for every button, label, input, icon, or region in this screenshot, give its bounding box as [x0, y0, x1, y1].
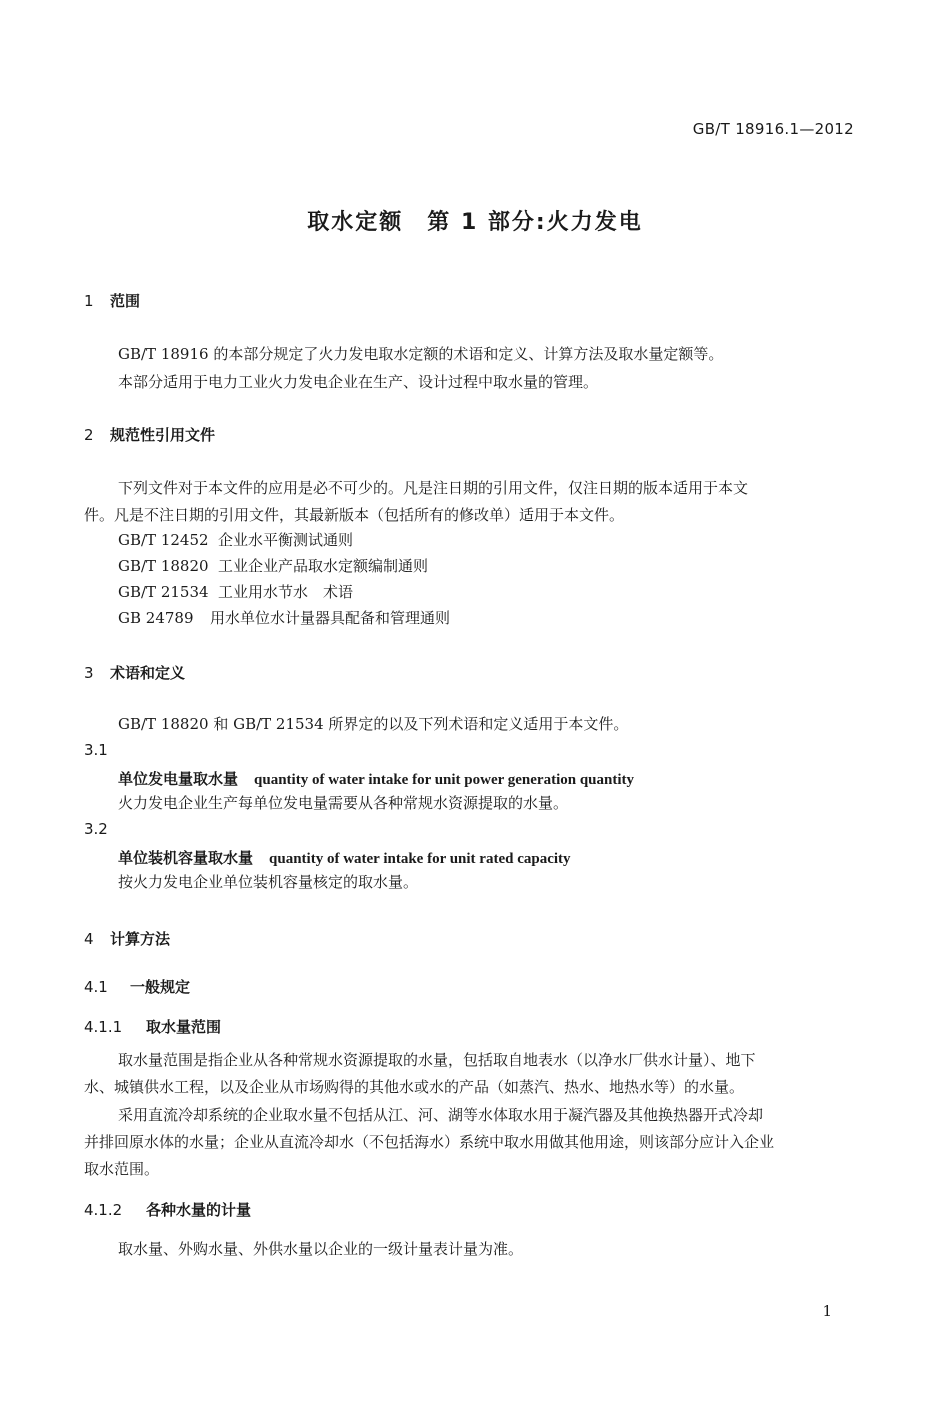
- section-4-1-1-paragraph-2-line-3: 取水范围。: [84, 1160, 160, 1178]
- term-english: quantity of water intake for unit power generation quantity: [254, 772, 635, 788]
- document-title: 取水定额 第 1 部分:火力发电: [307, 210, 643, 235]
- reference-item: [118, 552, 858, 580]
- reference-code: GB/T 21534: [118, 583, 209, 601]
- term-3-1-definition: 火力发电企业生产每单位发电量需要从各种常规水资源提取的水量。: [118, 794, 569, 812]
- section-2-heading: [84, 424, 215, 445]
- term-chinese: 单位发电量取水量: [118, 770, 239, 788]
- section-1-paragraph-1: GB/T 18916 的本部分规定了火力发电取水定额的术语和定义、计算方法及取水量定额等。: [118, 345, 724, 363]
- section-number: 1: [84, 292, 94, 310]
- term-3-1-number: 3.1: [84, 741, 108, 759]
- reference-title: 工业用水节水 术语: [218, 583, 354, 601]
- section-title: 范围: [110, 292, 141, 310]
- reference-code: GB 24789: [118, 609, 194, 627]
- section-title: 术语和定义: [110, 664, 186, 682]
- section-4-heading: [84, 928, 170, 949]
- section-4-1-1-paragraph-1-line-2: 水、城镇供水工程，以及企业从市场购得的其他水或水的产品（如蒸汽、热水、地热水等）的水量。: [84, 1078, 745, 1096]
- section-title: 各种水量的计量: [146, 1201, 252, 1219]
- document-code: GB/T 18916.1—2012: [692, 120, 854, 138]
- page-number: 1: [822, 1302, 832, 1320]
- section-title: 规范性引用文件: [110, 426, 216, 444]
- section-1-paragraph-2: 本部分适用于电力工业火力发电企业在生产、设计过程中取水量的管理。: [118, 373, 599, 391]
- section-number: 4.1.2: [84, 1201, 123, 1219]
- section-2-paragraph-line-1: 下列文件对于本文件的应用是必不可少的。凡是注日期的引用文件，仅注日期的版本适用于本文: [118, 479, 749, 497]
- reference-item: [118, 578, 858, 606]
- reference-item: [118, 604, 858, 632]
- section-4-1-2-heading: [84, 1199, 251, 1220]
- section-4-1-1-paragraph-1-line-1: 取水量范围是指企业从各种常规水资源提取的水量，包括取自地表水（以净水厂供水计量）、地下: [118, 1051, 756, 1069]
- section-3-paragraph: GB/T 18820 和 GB/T 21534 所界定的以及下列术语和定义适用于本文件。: [118, 715, 629, 733]
- term-3-2-number: 3.2: [84, 820, 108, 838]
- section-2-paragraph-line-2: 件。凡是不注日期的引用文件，其最新版本（包括所有的修改单）适用于本文件。: [84, 506, 625, 524]
- section-title: 计算方法: [110, 930, 171, 948]
- reference-item: [118, 526, 858, 554]
- section-4-1-1-heading: [84, 1016, 221, 1037]
- section-4-1-heading: [84, 976, 190, 997]
- reference-title: 用水单位水计量器具配备和管理通则: [210, 609, 451, 627]
- section-4-1-1-paragraph-2-line-1: 采用直流冷却系统的企业取水量不包括从江、河、湖等水体取水用于凝汽器及其他换热器开式冷却: [118, 1106, 764, 1124]
- term-3-2: [118, 847, 571, 868]
- term-3-1: [118, 768, 634, 789]
- term-english: quantity of water intake for unit rated capacity: [269, 851, 571, 867]
- section-title: 一般规定: [130, 978, 191, 996]
- section-title: 取水量范围: [146, 1018, 222, 1036]
- section-3-heading: [84, 662, 185, 683]
- section-4-1-2-paragraph: 取水量、外购水量、外供水量以企业的一级计量表计量为准。: [118, 1240, 524, 1258]
- section-1-heading: [84, 290, 140, 311]
- reference-code: GB/T 12452: [118, 531, 209, 549]
- section-number: 4: [84, 930, 94, 948]
- reference-code: GB/T 18820: [118, 557, 209, 575]
- section-number: 4.1: [84, 978, 108, 996]
- term-3-2-definition: 按火力发电企业单位装机容量核定的取水量。: [118, 873, 419, 891]
- term-chinese: 单位装机容量取水量: [118, 849, 254, 867]
- section-4-1-1-paragraph-2-line-2: 并排回原水体的水量；企业从直流冷却水（不包括海水）系统中取水用做其他用途，则该部分应计入企业: [84, 1133, 775, 1151]
- section-number: 2: [84, 426, 94, 444]
- section-number: 4.1.1: [84, 1018, 123, 1036]
- section-number: 3: [84, 664, 94, 682]
- reference-title: 工业企业产品取水定额编制通则: [218, 557, 429, 575]
- reference-title: 企业水平衡测试通则: [218, 531, 354, 549]
